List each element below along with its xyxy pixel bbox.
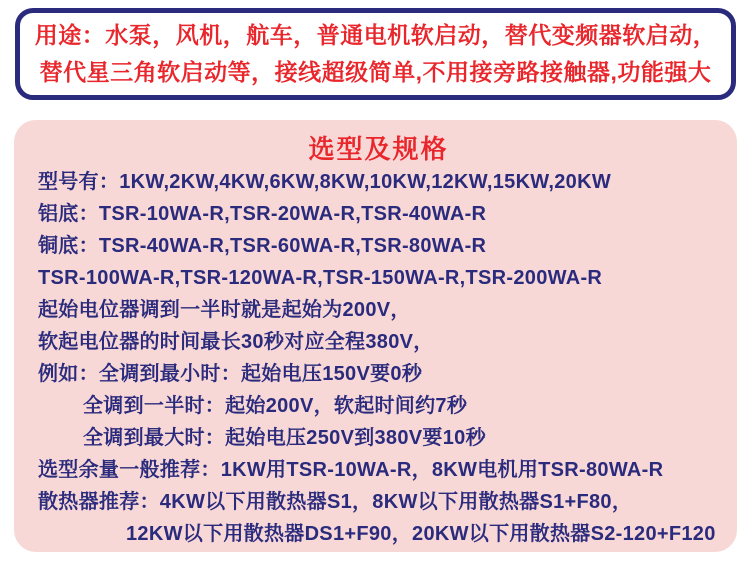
spec-line-start-potentiometer: 起始电位器调到一半时就是起始为200V，: [38, 299, 411, 321]
spec-line-aluminum-base: 铝底：TSR-10WA-R,TSR-20WA-R,TSR-40WA-R: [38, 203, 487, 225]
spec-body: [38, 166, 719, 550]
spec-line-example-max: 全调到最大时：起始电压250V到380V要10秒: [83, 427, 486, 449]
spec-line-example-half: 全调到一半时：起始200V，软起时间约7秒: [83, 395, 468, 417]
usage-banner: [15, 8, 736, 100]
usage-line-1: 用途：水泵，风机，航车，普通电机软启动，替代变频器软启动，: [34, 22, 717, 48]
spec-title: 选型及规格: [308, 134, 449, 164]
spec-line-selection-recommendation: 选型余量一般推荐：1KW用TSR-10WA-R，8KW电机用TSR-80WA-R: [38, 459, 664, 481]
spec-line-models: 型号有：1KW,2KW,4KW,6KW,8KW,10KW,12KW,15KW,20KW: [38, 171, 612, 193]
usage-line-2: 替代星三角软启动等，接线超级简单,不用接旁路接触器,功能强大: [39, 59, 712, 85]
spec-line-copper-base: 铜底：TSR-40WA-R,TSR-60WA-R,TSR-80WA-R: [38, 235, 487, 257]
spec-line-softstart-potentiometer: 软起电位器的时间最长30秒对应全程380V，: [38, 331, 434, 353]
spec-line-heatsink-recommendation: 散热器推荐：4KW以下用散热器S1，8KW以下用散热器S1+F80，: [38, 491, 633, 513]
spec-line-heatsink-recommendation-2: 12KW以下用散热器DS1+F90，20KW以下用散热器S2-120+F120: [126, 523, 716, 545]
spec-panel: [14, 120, 737, 552]
spec-line-example-min: 例如：全调到最小时：起始电压150V要0秒: [38, 363, 423, 385]
spec-line-large-models: TSR-100WA-R,TSR-120WA-R,TSR-150WA-R,TSR-200WA-R: [38, 267, 603, 289]
